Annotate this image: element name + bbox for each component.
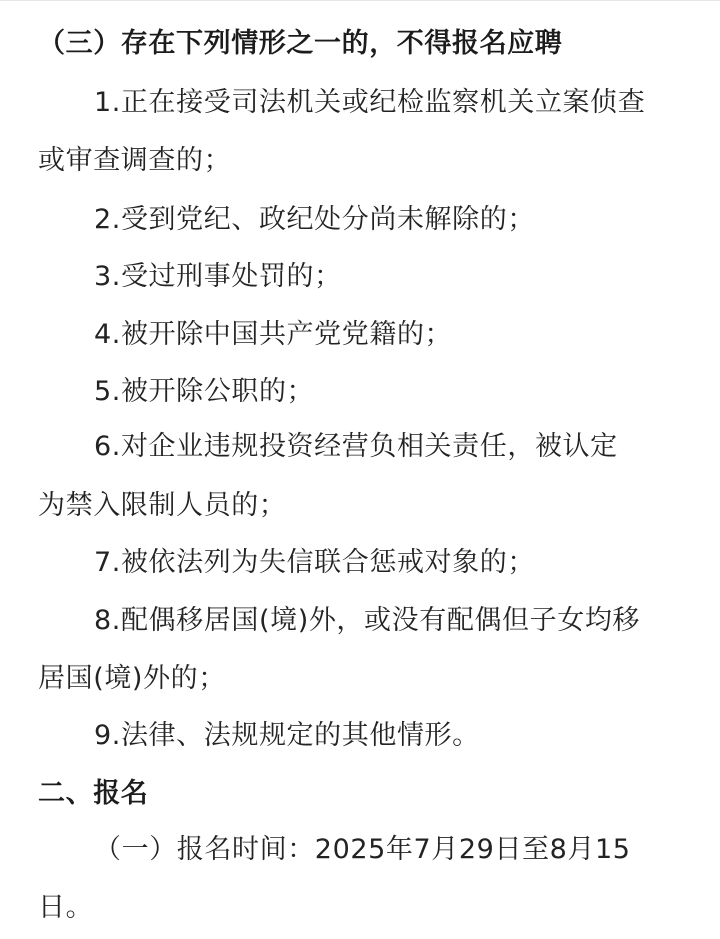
- list-item-5: 5.被开除公职的；: [94, 376, 315, 407]
- list-item-8-line-2: 居国(境)外的；: [38, 663, 226, 694]
- section-heading-two: 二、报名: [38, 778, 149, 809]
- list-item-3: 3.受过刑事处罚的；: [94, 261, 342, 292]
- subsection-one-line-2: 日。: [38, 892, 94, 923]
- list-item-6-line-1: 6.对企业违规投资经营负相关责任，被认定: [94, 431, 618, 462]
- subsection-one-line-1: （一）报名时间：2025年7月29日至8月15: [94, 834, 631, 865]
- list-item-6-line-2: 为禁入限制人员的；: [38, 490, 287, 521]
- list-item-4: 4.被开除中国共产党党籍的；: [94, 319, 453, 350]
- list-item-9: 9.法律、法规规定的其他情形。: [94, 720, 480, 751]
- list-item-7: 7.被依法列为失信联合惩戒对象的；: [94, 547, 535, 578]
- list-item-1-line-2: 或审查调查的；: [38, 145, 232, 176]
- list-item-1-line-1: 1.正在接受司法机关或纪检监察机关立案侦查: [94, 87, 646, 118]
- list-item-2: 2.受到党纪、政纪处分尚未解除的；: [94, 204, 535, 235]
- section-heading-three: （三）存在下列情形之一的，不得报名应聘: [38, 28, 563, 59]
- list-item-8-line-1: 8.配偶移居国(境)外，或没有配偶但子女均移: [94, 605, 641, 636]
